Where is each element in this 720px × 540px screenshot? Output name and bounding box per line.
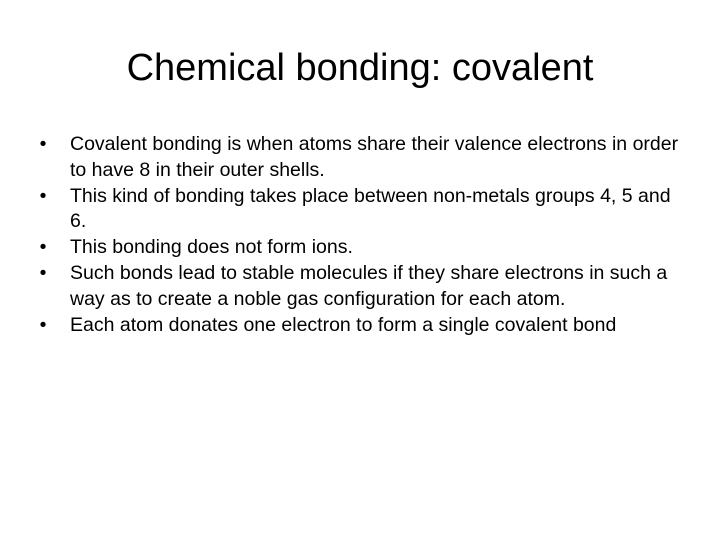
bullet-item [36, 132, 686, 184]
bullet-dot-icon: • [39, 133, 47, 155]
bullet-text: Covalent bonding is when atoms share their valence electrons in order to have 8 in their outer shells. [70, 133, 679, 181]
bullet-dot-icon: • [39, 236, 47, 259]
bullet-item [36, 261, 686, 313]
bullet-dot-icon: • [39, 261, 47, 284]
bullet-list [36, 132, 686, 338]
bullet-item [36, 313, 686, 339]
bullet-item [36, 235, 686, 261]
bullet-text: Each atom donates one electron to form a single covalent bond [70, 313, 617, 336]
bullet-dot-icon: • [39, 184, 47, 207]
bullet-text: This bonding does not form ions. [70, 236, 353, 259]
bullet-text: This kind of bonding takes place between non-metals groups 4, 5 and 6. [70, 184, 671, 233]
slide-title: Chemical bonding: covalent [126, 47, 594, 89]
bullet-item [36, 184, 686, 236]
bullet-dot-icon: • [39, 313, 47, 336]
bullet-text: Such bonds lead to stable molecules if they share electrons in such a way as to create a noble gas configuration for each atom. [70, 261, 668, 310]
